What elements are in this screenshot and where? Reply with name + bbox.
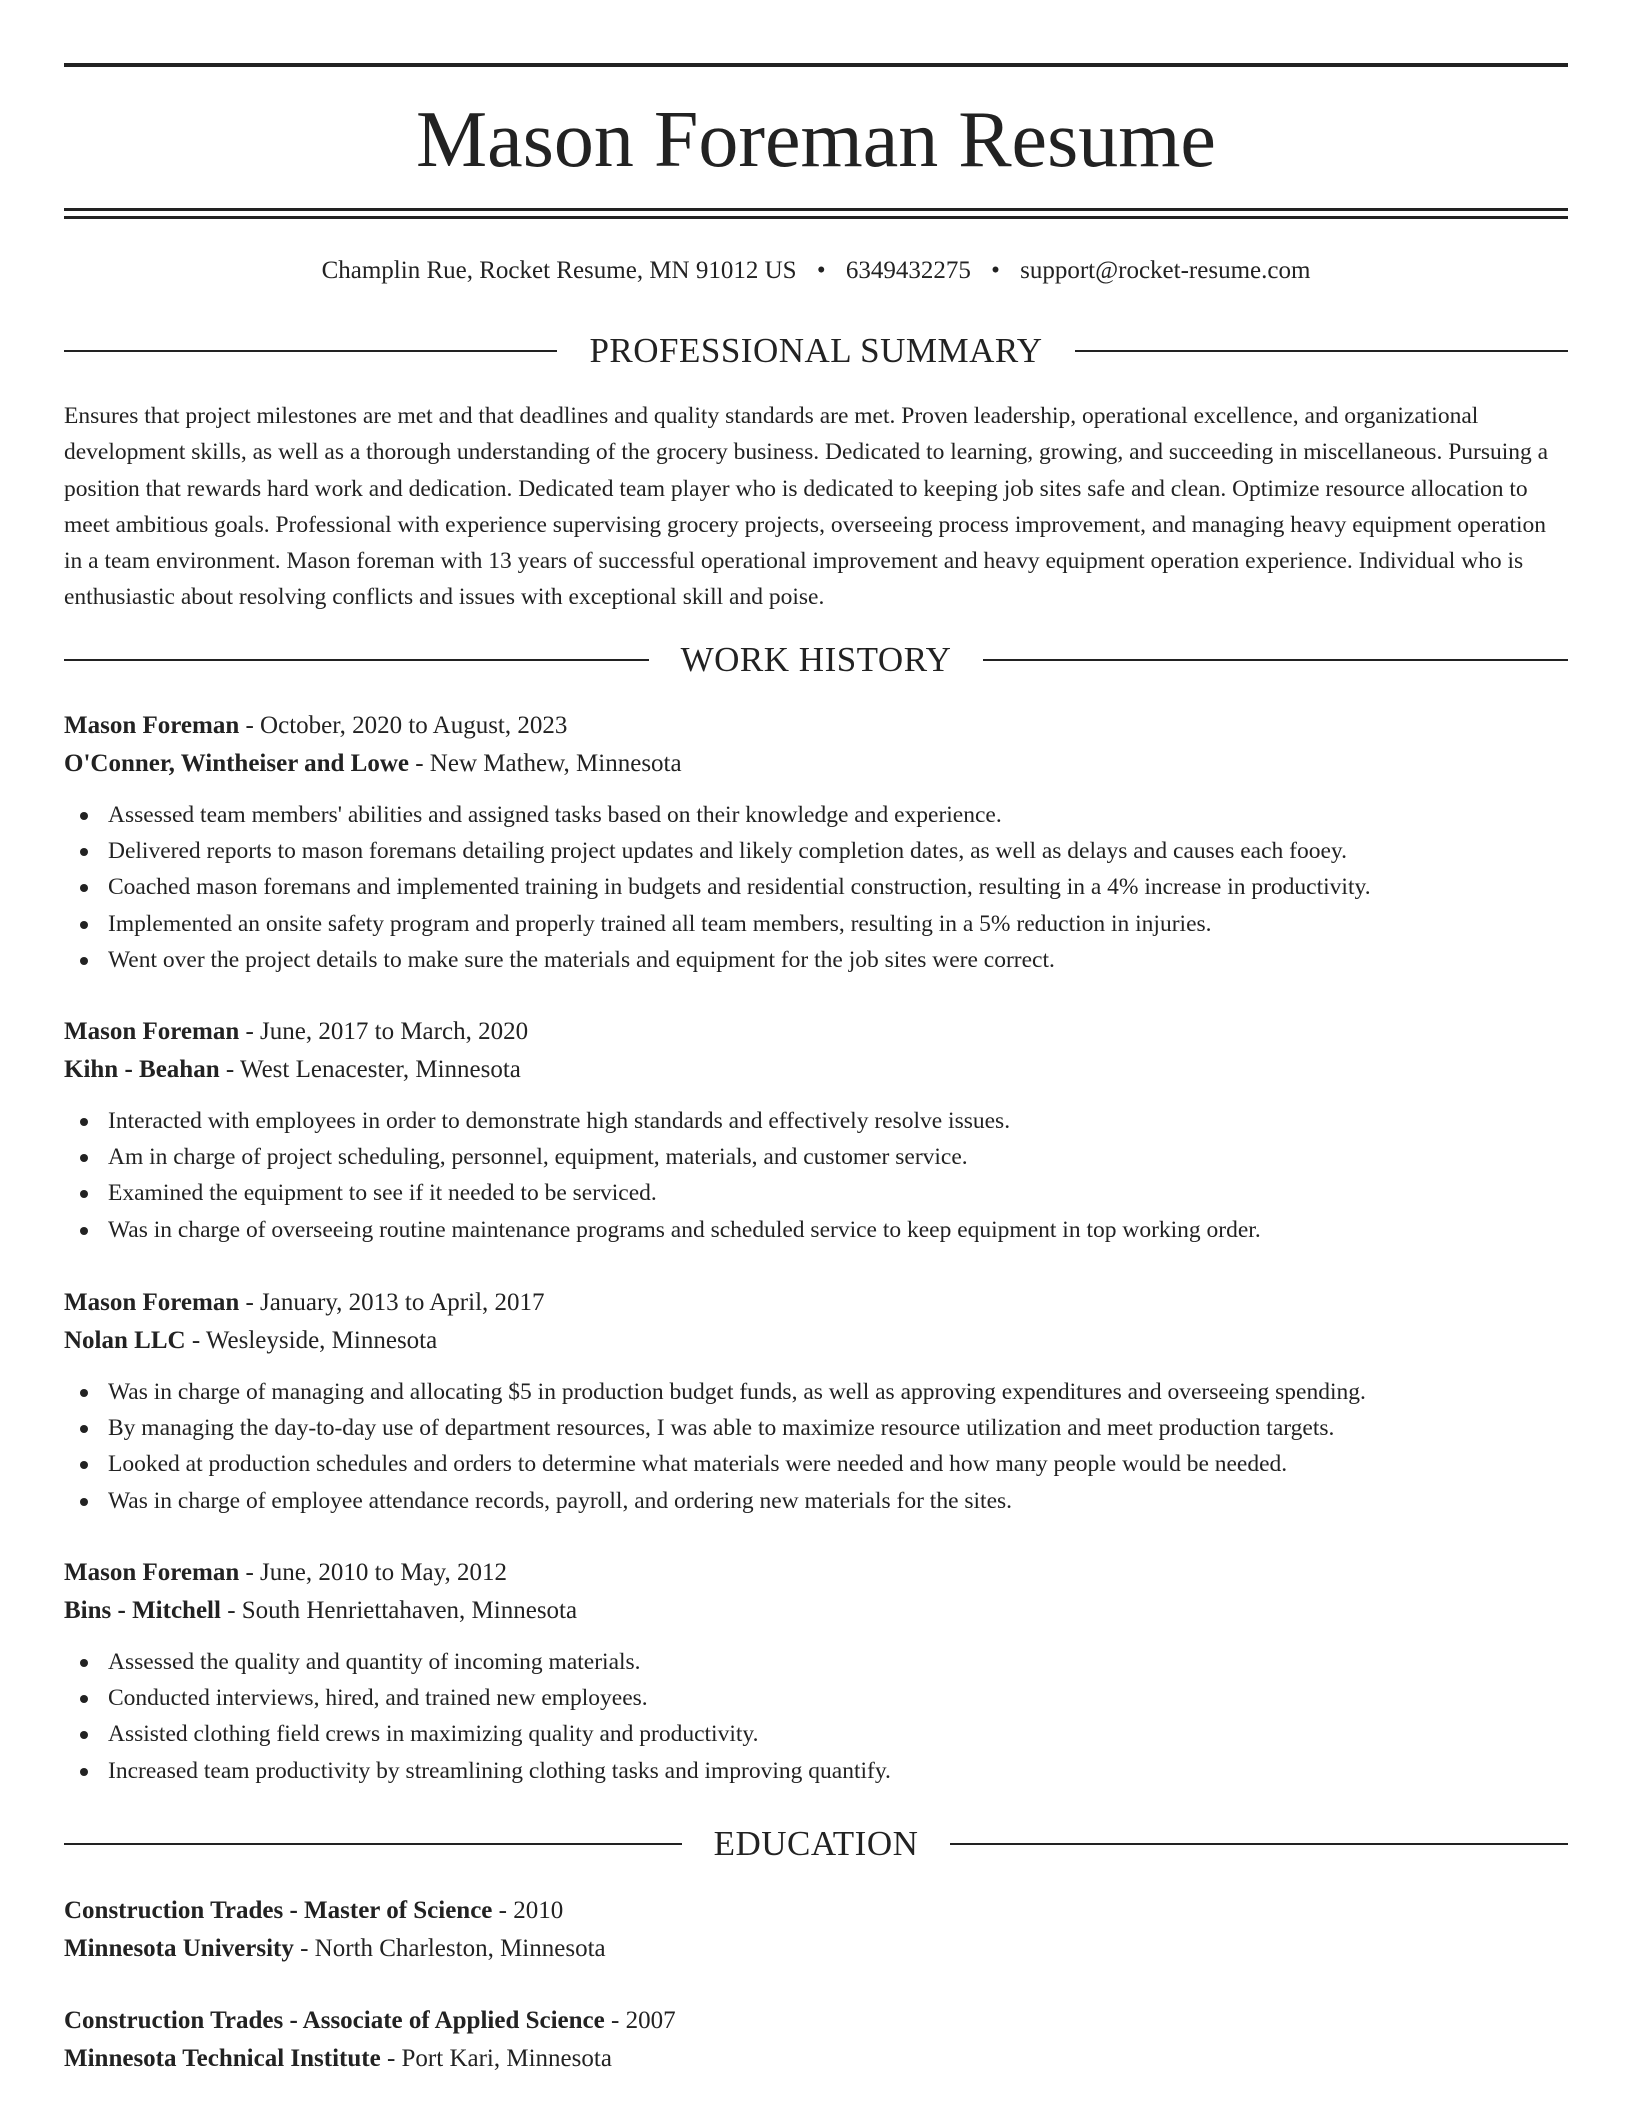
- job-dates: - January, 2013 to April, 2017: [239, 1289, 545, 1316]
- job-location: - New Mathew, Minnesota: [408, 750, 682, 777]
- job-company: Kihn - Beahan: [64, 1056, 220, 1083]
- section-rule-right: [950, 1843, 1568, 1845]
- job-company-line: [64, 1051, 1568, 1089]
- list-item: Was in charge of overseeing routine maintenance programs and scheduled service to keep equipment in top working order.: [64, 1212, 1568, 1248]
- job-title-line: [64, 1554, 1568, 1592]
- section-heading-education: [64, 1822, 1568, 1866]
- summary-paragraph: Ensures that project milestones are met and that deadlines and quality standards are met. Proven leadership, operational excellence, and organizational development skills, as well as a thorough understanding of the grocery business. Dedicated to learning, growing, and succeeding in miscellaneous. Pursuing a position that rewards hard work and dedication. Dedicated team player who is dedicated to keeping job sites safe and clean. Optimize resource allocation to meet ambitious goals. Professional with experience supervising grocery projects, overseeing process improvement, and managing heavy equipment operation in a team environment. Mason foreman with 13 years of successful operational improvement and heavy equipment operation experience. Individual who is enthusiastic about resolving conflicts and issues with exceptional skill and poise.: [64, 403, 1549, 611]
- list-item: Interacted with employees in order to demonstrate high standards and effectively resolve issues.: [64, 1103, 1568, 1139]
- job-company-line: [64, 745, 1568, 783]
- list-item: Was in charge of managing and allocating $5 in production budget funds, as well as approving expenditures and overseeing spending.: [64, 1374, 1568, 1410]
- section-rule-left: [64, 659, 649, 661]
- job-company-line: [64, 1592, 1568, 1630]
- education-entry: [64, 1892, 1568, 1968]
- list-item: Am in charge of project scheduling, personnel, equipment, materials, and customer service.: [64, 1139, 1568, 1175]
- job-bullets: [64, 1103, 1568, 1248]
- education-degree-line: [64, 1892, 1568, 1930]
- contact-address: Champlin Rue, Rocket Resume, MN 91012 US: [321, 257, 797, 284]
- list-item: Assessed the quality and quantity of incoming materials.: [64, 1644, 1568, 1680]
- list-item: Conducted interviews, hired, and trained new employees.: [64, 1680, 1568, 1716]
- list-item: Assisted clothing field crews in maximizing quality and productivity.: [64, 1716, 1568, 1752]
- header-double-rule-lower: [64, 216, 1568, 219]
- education-degree: Construction Trades - Master of Science: [64, 1897, 493, 1924]
- header-double-rule-upper: [64, 208, 1568, 211]
- section-rule-right: [983, 659, 1568, 661]
- list-item: Went over the project details to make sure the materials and equipment for the job sites were correct.: [64, 942, 1568, 978]
- list-item: Assessed team members' abilities and assigned tasks based on their knowledge and experience.: [64, 797, 1568, 833]
- education-school: Minnesota Technical Institute: [64, 2045, 381, 2072]
- list-item: Was in charge of employee attendance records, payroll, and ordering new materials for the sites.: [64, 1483, 1568, 1519]
- job-title-line: [64, 1284, 1568, 1322]
- job-location: - South Henriettahaven, Minnesota: [220, 1597, 578, 1624]
- job-company-line: [64, 1322, 1568, 1360]
- education-school-line: [64, 1930, 1568, 1968]
- education-degree: Construction Trades - Associate of Applied Science: [64, 2007, 605, 2034]
- job-title-line: [64, 1013, 1568, 1051]
- list-item: By managing the day-to-day use of department resources, I was able to maximize resource utilization and meet production targets.: [64, 1410, 1568, 1446]
- contact-separator: •: [816, 257, 826, 284]
- education-degree-line: [64, 2002, 1568, 2040]
- list-item: Implemented an onsite safety program and properly trained all team members, resulting in a 5% reduction in injuries.: [64, 906, 1568, 942]
- job-dates: - October, 2020 to August, 2023: [239, 712, 568, 739]
- section-heading-work-history: [64, 638, 1568, 682]
- section-title: EDUCATION: [713, 1824, 919, 1863]
- job-bullets: [64, 1374, 1568, 1519]
- job-dates: - June, 2010 to May, 2012: [239, 1559, 508, 1586]
- job-entry: [64, 1554, 1568, 1789]
- list-item: Examined the equipment to see if it needed to be serviced.: [64, 1175, 1568, 1211]
- education-location: - Port Kari, Minnesota: [380, 2045, 612, 2072]
- job-title: Mason Foreman: [64, 1559, 240, 1586]
- job-entry: [64, 1284, 1568, 1519]
- job-dates: - June, 2017 to March, 2020: [239, 1018, 529, 1045]
- section-rule-left: [64, 1843, 682, 1845]
- list-item: Delivered reports to mason foremans detailing project updates and likely completion dates, as well as delays and causes each fooey.: [64, 833, 1568, 869]
- job-bullets: [64, 797, 1568, 978]
- job-entry: [64, 707, 1568, 978]
- contact-line: [64, 255, 1568, 287]
- section-rule-left: [64, 350, 557, 352]
- job-title: Mason Foreman: [64, 712, 240, 739]
- job-title: Mason Foreman: [64, 1018, 240, 1045]
- section-rule-right: [1075, 350, 1568, 352]
- job-location: - West Lenacester, Minnesota: [219, 1056, 521, 1083]
- job-location: - Wesleyside, Minnesota: [185, 1327, 438, 1354]
- education-year: - 2007: [604, 2007, 676, 2034]
- contact-email: support@rocket-resume.com: [1020, 257, 1311, 284]
- education-school-line: [64, 2040, 1568, 2078]
- job-entry: [64, 1013, 1568, 1248]
- job-title-line: [64, 707, 1568, 745]
- education-school: Minnesota University: [64, 1935, 294, 1962]
- job-company: Nolan LLC: [64, 1327, 186, 1354]
- contact-separator: •: [991, 257, 1000, 284]
- job-bullets: [64, 1644, 1568, 1789]
- list-item: Looked at production schedules and orders to determine what materials were needed and how many people would be needed.: [64, 1446, 1568, 1482]
- education-entry: [64, 2002, 1568, 2078]
- job-company: Bins - Mitchell: [64, 1597, 221, 1624]
- list-item: Coached mason foremans and implemented training in budgets and residential construction, resulting in a 4% increase in productivity.: [64, 869, 1568, 905]
- education-year: - 2010: [492, 1897, 564, 1924]
- job-company: O'Conner, Wintheiser and Lowe: [64, 750, 409, 777]
- resume-title: Mason Foreman Resume: [416, 96, 1216, 184]
- section-title: PROFESSIONAL SUMMARY: [589, 331, 1043, 370]
- header-top-rule: [64, 63, 1568, 67]
- list-item: Increased team productivity by streamlining clothing tasks and improving quantify.: [64, 1753, 1568, 1789]
- section-heading-summary: [64, 329, 1568, 373]
- section-title: WORK HISTORY: [680, 640, 952, 679]
- job-title: Mason Foreman: [64, 1289, 240, 1316]
- contact-phone: 6349432275: [845, 257, 971, 284]
- education-location: - North Charleston, Minnesota: [293, 1935, 606, 1962]
